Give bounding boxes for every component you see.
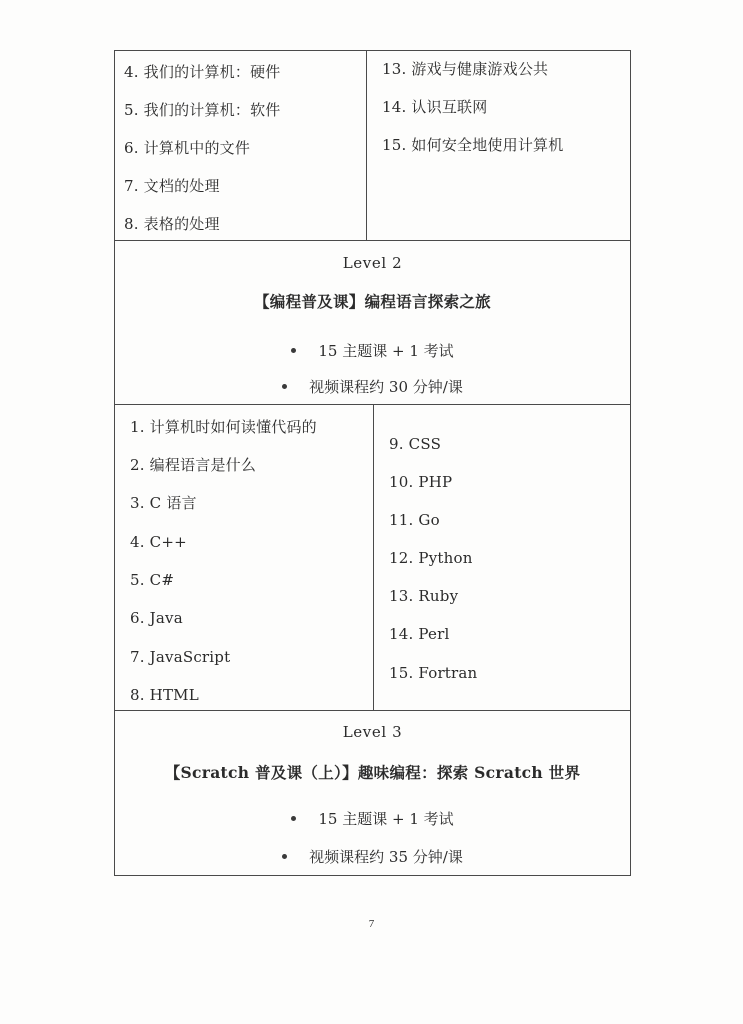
- list-item: 10. PHP: [389, 473, 453, 491]
- list-item: 4. C++: [130, 533, 187, 551]
- list-item: 15. Fortran: [389, 664, 478, 682]
- list-item: 2. 编程语言是什么: [130, 456, 257, 474]
- bullet-text: 15 主题课 + 1 考试: [318, 810, 454, 828]
- list-item: 7. JavaScript: [130, 648, 231, 666]
- page-number: 7: [368, 918, 375, 930]
- column-divider-top: [366, 50, 367, 240]
- list-item: 5. C#: [130, 571, 175, 589]
- level-label: Level 2: [342, 254, 403, 272]
- list-item: 7. 文档的处理: [124, 177, 220, 195]
- list-item: 4. 我们的计算机：硬件: [124, 63, 281, 81]
- row-divider-level2-top: [114, 240, 631, 241]
- bullet-text: 视频课程约 35 分钟/课: [309, 848, 463, 866]
- list-item: 5. 我们的计算机：软件: [124, 101, 281, 119]
- bullet-icon: [291, 348, 296, 353]
- list-item: 13. 游戏与健康游戏公共: [382, 60, 549, 78]
- list-item: 12. Python: [389, 549, 473, 567]
- bullet-text: 15 主题课 + 1 考试: [318, 342, 454, 360]
- list-item: 3. C 语言: [130, 494, 197, 512]
- list-item: 8. 表格的处理: [124, 215, 220, 233]
- bullet-item: [114, 846, 631, 867]
- list-item: 14. 认识互联网: [382, 98, 488, 116]
- list-item: 8. HTML: [130, 686, 199, 704]
- column-divider-middle: [373, 404, 374, 710]
- course-title: 【Scratch 普及课（上）】趣味编程：探索 Scratch 世界: [164, 763, 581, 782]
- level-label: Level 3: [342, 723, 403, 741]
- list-item: 13. Ruby: [389, 587, 459, 605]
- list-item: 6. 计算机中的文件: [124, 139, 251, 157]
- row-divider-level3-top: [114, 710, 631, 711]
- bullet-item: [114, 808, 631, 829]
- list-item: 6. Java: [130, 609, 183, 627]
- list-item: 15. 如何安全地使用计算机: [382, 136, 564, 154]
- list-item: 1. 计算机时如何读懂代码的: [130, 418, 317, 436]
- bullet-icon: [291, 816, 296, 821]
- bullet-text: 视频课程约 30 分钟/课: [309, 378, 463, 396]
- list-item: 9. CSS: [389, 435, 442, 453]
- list-item: 14. Perl: [389, 625, 450, 643]
- bullet-item: [114, 340, 631, 361]
- list-item: 11. Go: [389, 511, 440, 529]
- course-title: 【编程普及课】编程语言探索之旅: [253, 292, 491, 311]
- bullet-icon: [282, 854, 287, 859]
- bullet-item: [114, 376, 631, 397]
- bullet-icon: [282, 384, 287, 389]
